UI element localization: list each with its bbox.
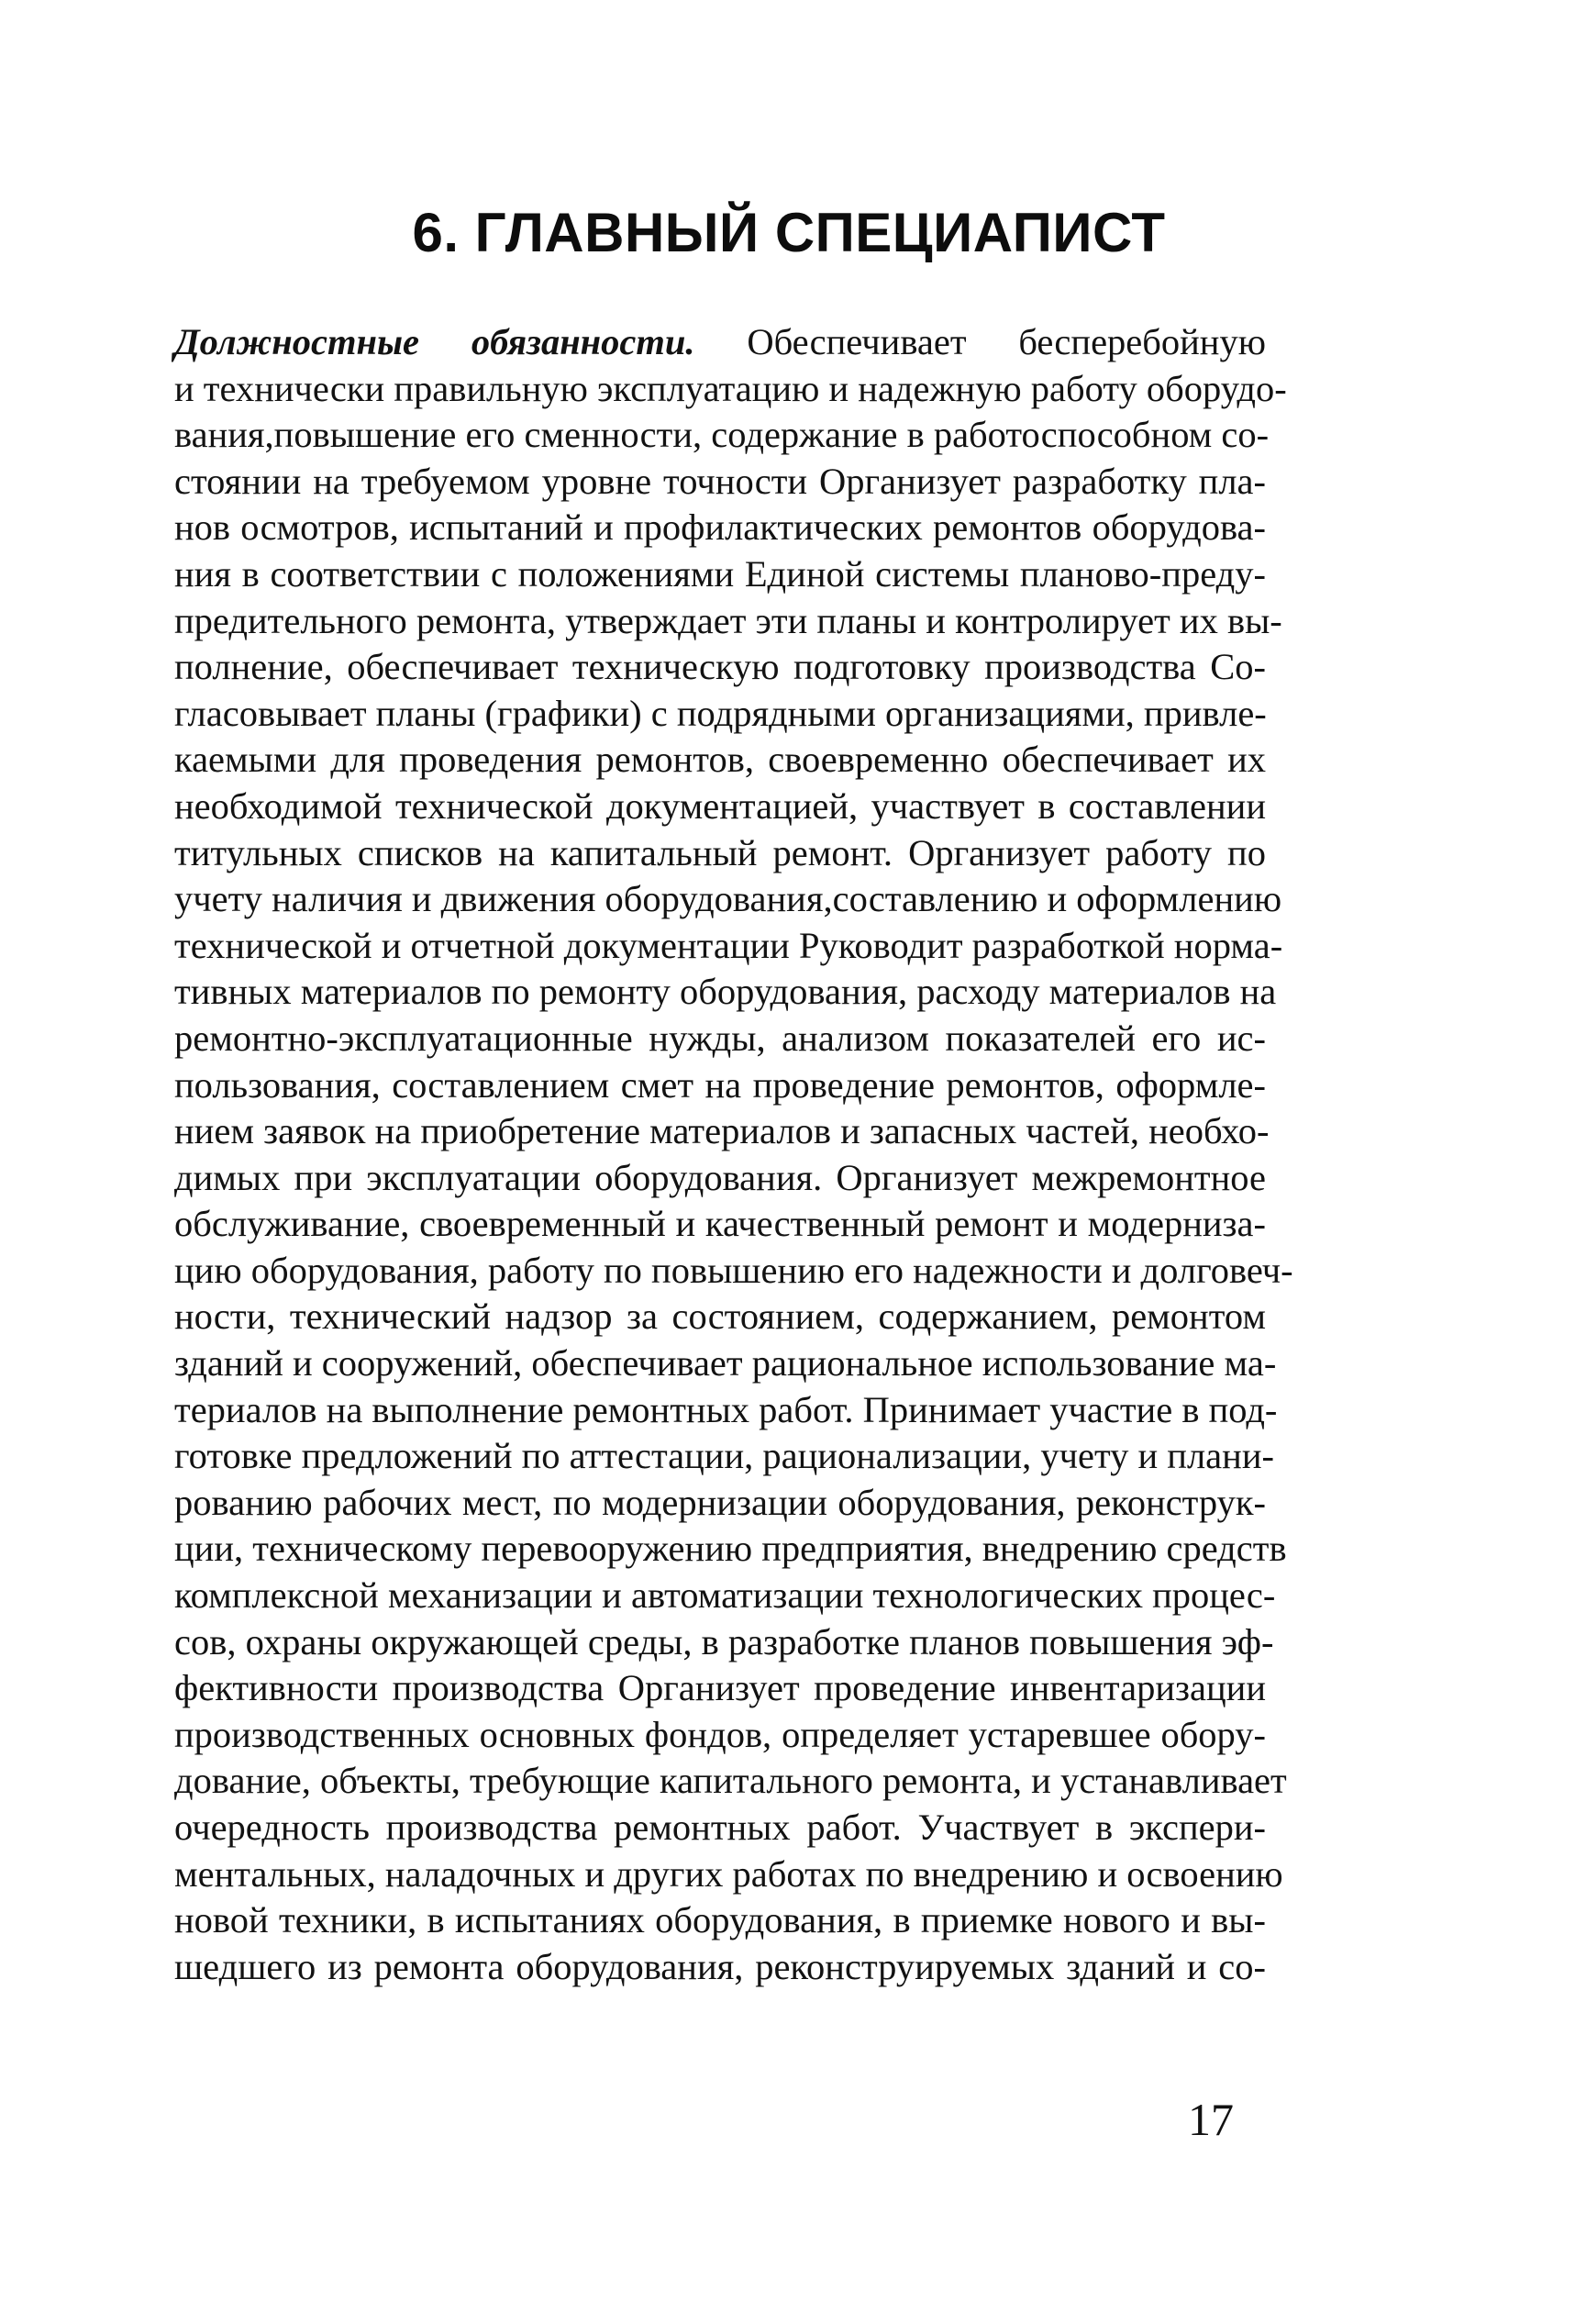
- body-paragraph: [174, 319, 1293, 1990]
- text-line: учету наличия и движения оборудования,составлению и оформлению: [174, 878, 1282, 920]
- text-line: производственных основных фондов, определяет устаревшее обору-: [174, 1713, 1266, 1755]
- text-line: ции, техническому перевооружению предприятия, внедрению средств: [174, 1528, 1287, 1570]
- page-number: 17: [1188, 2094, 1234, 2145]
- text-line: пользования, составлением смет на проведение ремонтов, оформле-: [174, 1063, 1266, 1106]
- page-title: 6. ГЛАВНЫЙ СПЕЦИАПИСТ: [412, 202, 1166, 263]
- text-line: вания,повышение его сменности, содержание в работоспособном со-: [174, 414, 1270, 456]
- text-line: и технически правильную эксплуатацию и надежную работу оборудо-: [174, 367, 1287, 409]
- text-line: каемыми для проведения ремонтов, своевременно обеспечивает их: [174, 739, 1266, 781]
- lead-label: Должностные обязанности.: [174, 321, 695, 362]
- text-line: технической и отчетной документации Руководит разработкой норма-: [174, 924, 1283, 966]
- text-line: нов осмотров, испытаний и профилактических ремонтов оборудова-: [174, 506, 1266, 549]
- text-line: готовке предложений по аттестации, рационализации, учету и плани-: [174, 1435, 1274, 1477]
- text-line: ремонтно-эксплуатационные нужды, анализом показателей его ис-: [174, 1017, 1266, 1059]
- text-line: ния в соответствии с положениями Единой системы планово-преду-: [174, 552, 1266, 595]
- text-line: очередность производства ремонтных работ. Участвует в экспери-: [174, 1807, 1266, 1848]
- text-line: териалов на выполнение ремонтных работ. Принимает участие в под-: [174, 1388, 1278, 1430]
- text-line: [174, 319, 1266, 366]
- text-line: тивных материалов по ремонту оборудования, расходу материалов на: [174, 971, 1277, 1013]
- text-line: ности, технический надзор за состоянием, содержанием, ремонтом: [174, 1295, 1266, 1338]
- text-line: полнение, обеспечивает техническую подготовку производства Со-: [174, 646, 1266, 688]
- text-line: цию оборудования, работу по повышению его надежности и долговеч-: [174, 1249, 1293, 1291]
- text-line: обслуживание, своевременный и качественный ремонт и модерниза-: [174, 1203, 1266, 1245]
- text-line: новой техники, в испытаниях оборудования, в приемке нового и вы-: [174, 1899, 1266, 1941]
- text-line: стоянии на требуемом уровне точности Организует разработку пла-: [174, 460, 1266, 502]
- text-line: комплексной механизации и автоматизации технологических процес-: [174, 1574, 1276, 1617]
- text-line: димых при эксплуатации оборудования. Организует межремонтное: [174, 1156, 1266, 1198]
- text-line: сов, охраны окружающей среды, в разработке планов повышения эф-: [174, 1620, 1274, 1662]
- text-line: зданий и сооружений, обеспечивает рациональное использование ма-: [174, 1342, 1277, 1384]
- text-line: дование, объекты, требующие капитального ремонта, и устанавливает: [174, 1760, 1287, 1802]
- text-line: ментальных, наладочных и других работах по внедрению и освоению: [174, 1852, 1283, 1895]
- text-line-rest: Обеспечивает бесперебойную: [694, 321, 1266, 362]
- text-line: необходимой технической документацией, участвует в составлении: [174, 784, 1266, 827]
- text-line: рованию рабочих мест, по модернизации оборудования, реконструк-: [174, 1481, 1266, 1523]
- text-line: предительного ремонта, утверждает эти планы и контролирует их вы-: [174, 599, 1282, 641]
- text-line: титульных списков на капитальный ремонт. Организует работу по: [174, 831, 1266, 873]
- text-line: шедшего из ремонта оборудования, реконструируемых зданий и со-: [174, 1945, 1266, 1987]
- text-line: фективности производства Организует проведение инвентаризации: [174, 1667, 1266, 1709]
- text-line: гласовывает планы (графики) с подрядными организациями, привле-: [174, 692, 1267, 734]
- text-line: нием заявок на приобретение материалов и запасных частей, необхо-: [174, 1110, 1270, 1152]
